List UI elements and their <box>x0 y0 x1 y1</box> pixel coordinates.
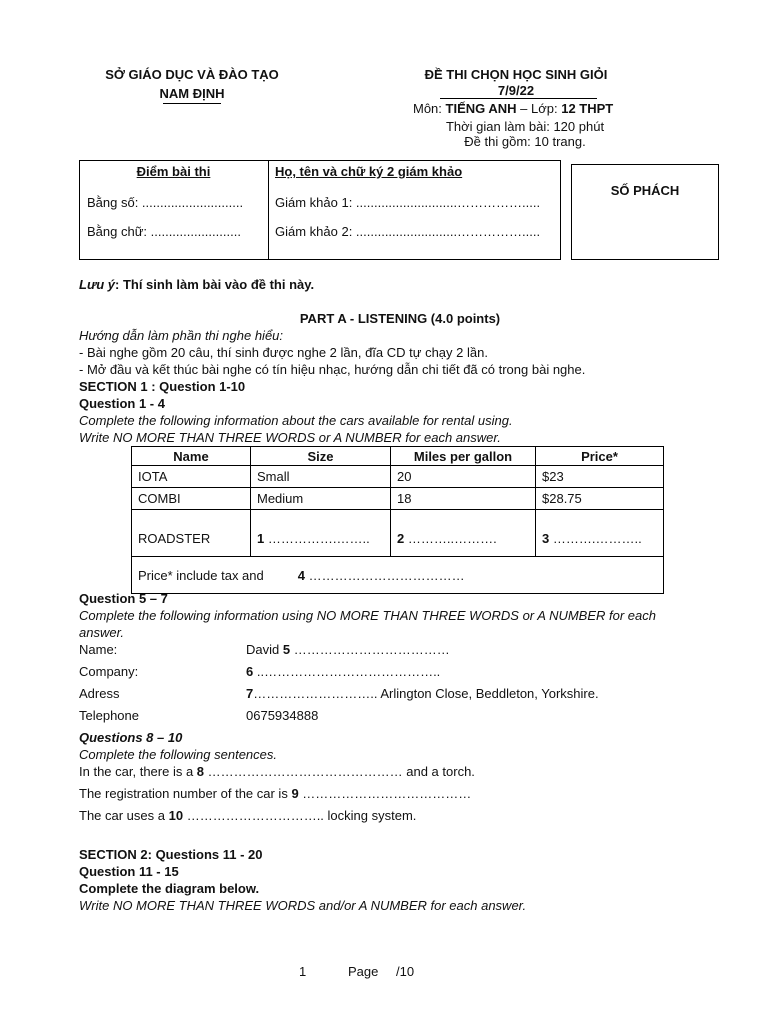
table-cell: Small <box>251 466 391 488</box>
exam-title: ĐỀ THI CHỌN HỌC SINH GIỎI <box>424 67 608 82</box>
table-row <box>132 466 664 488</box>
question-number: 5 <box>282 642 291 657</box>
column-header: Size <box>251 447 391 466</box>
answer-blank-9[interactable] <box>79 786 471 801</box>
question-5-7-instruction-2: answer. <box>79 625 125 640</box>
blank: ………..………. <box>404 530 497 546</box>
question-1-4-instruction-2: Write NO MORE THAN THREE WORDS or A NUMBER for each answer. <box>79 430 501 445</box>
answer-blank-3[interactable] <box>536 510 664 557</box>
answer-blank-6[interactable] <box>246 664 440 679</box>
blank: …………….…….. <box>264 530 370 546</box>
blank: ……………………………… <box>304 567 465 583</box>
question-number: 10 <box>168 808 184 823</box>
prefix: David <box>246 642 283 657</box>
subject: TIẾNG ANH <box>445 101 517 116</box>
score-title: Điểm bài thi <box>136 164 211 179</box>
sentence-text: The registration number of the car is <box>79 786 292 801</box>
section-2-title: SECTION 2: Questions 11 - 20 <box>79 847 263 862</box>
province-name: NAM ĐỊNH <box>159 86 225 101</box>
answer-blank-7[interactable] <box>246 686 599 701</box>
table-cell: $28.75 <box>536 488 664 510</box>
subject-line <box>413 101 613 116</box>
score-by-words: Bằng chữ: ......................... <box>87 224 241 239</box>
subject-prefix: Môn: <box>413 101 446 116</box>
telephone-value: 0675934888 <box>246 708 319 723</box>
question-1-4-title: Question 1 - 4 <box>79 396 165 411</box>
field-label-telephone: Telephone <box>79 708 139 723</box>
instructions-line-2: - Mở đầu và kết thúc bài nghe có tín hiệu nhạc, hướng dẫn chi tiết đã có trong bài nghe. <box>79 362 586 377</box>
sentence-text: The car uses a <box>79 808 169 823</box>
answer-blank-4[interactable] <box>132 557 664 594</box>
table-cell: IOTA <box>132 466 251 488</box>
field-label-company: Company: <box>79 664 139 679</box>
table-cell: ROADSTER <box>132 510 251 557</box>
table-header-row <box>132 447 664 466</box>
question-5-7-title: Question 5 – 7 <box>79 591 168 606</box>
instructions-title: Hướng dẫn làm phần thi nghe hiểu: <box>79 328 284 343</box>
table-cell: COMBI <box>132 488 251 510</box>
column-header: Price* <box>536 447 664 466</box>
title-rule <box>440 98 597 99</box>
blank: ……….……….. <box>549 530 642 546</box>
page-number: 1 <box>299 964 307 979</box>
blank: ..………………………………….. <box>253 664 441 679</box>
sentence-text: ………………………………… <box>298 786 472 801</box>
section-1-title: SECTION 1 : Question 1-10 <box>79 379 246 394</box>
question-number: 6 <box>246 664 254 679</box>
column-header: Name <box>132 447 251 466</box>
cars-table <box>131 446 664 594</box>
sentence-text: In the car, there is a <box>79 764 197 779</box>
sentence-text: ……………………………………… and a torch. <box>204 764 475 779</box>
field-label-address: Adress <box>79 686 120 701</box>
page-label: Page <box>348 964 379 979</box>
field-label-name: Name: <box>79 642 118 657</box>
column-header: Miles per gallon <box>391 447 536 466</box>
question-number: 3 <box>542 530 550 546</box>
footer-text: Price* include tax and <box>138 567 264 583</box>
blank: ……………………….. Arlington Close, Beddleton, Yorkshire. <box>253 686 599 701</box>
answer-blank-10[interactable] <box>79 808 416 823</box>
department-name: SỞ GIÁO DỤC VÀ ĐÀO TẠO <box>105 67 279 82</box>
note-text: : Thí sinh làm bài vào đề thi này. <box>115 277 315 292</box>
question-number: 1 <box>257 530 265 546</box>
table-cell: 18 <box>391 488 536 510</box>
grade: 12 THPT <box>561 101 614 116</box>
question-5-7-instruction-1: Complete the following information using NO MORE THAN THREE WORDS or A NUMBER for each <box>79 608 656 623</box>
question-8-10-instruction: Complete the following sentences. <box>79 747 278 762</box>
instructions-line-1: - Bài nghe gồm 20 câu, thí sinh được nghe 2 lần, đĩa CD tự chạy 2 lần. <box>79 345 488 360</box>
examiners-title: Họ, tên và chữ ký 2 giám khảo <box>275 164 463 179</box>
question-number: 8 <box>196 764 205 779</box>
exam-page-count: Đề thi gồm: 10 trang. <box>464 134 586 149</box>
examiner-1: Giám khảo 1: ............................……………..... <box>275 195 541 210</box>
table-cell: 20 <box>391 466 536 488</box>
table-footer-row <box>132 557 664 594</box>
exam-date: 7/9/22 <box>497 83 535 98</box>
question-11-15-title: Question 11 - 15 <box>79 864 179 879</box>
question-number: 9 <box>291 786 299 801</box>
question-11-15-instruction-2: Write NO MORE THAN THREE WORDS and/or A NUMBER for each answer. <box>79 898 527 913</box>
note-label: Lưu ý <box>79 277 116 292</box>
table-cell: $23 <box>536 466 664 488</box>
score-by-number: Bằng số: ............................ <box>87 195 244 210</box>
question-number: 2 <box>397 530 405 546</box>
examiner-2: Giám khảo 2: ............................……………..... <box>275 224 541 239</box>
page-total: /10 <box>396 964 415 979</box>
question-number: 4 <box>297 567 305 583</box>
blank: ……………………………… <box>290 642 450 657</box>
sentence-text: ………………………….. locking system. <box>183 808 417 823</box>
header-rule <box>163 103 221 104</box>
answer-blank-8[interactable] <box>79 764 475 779</box>
question-number: 7 <box>246 686 254 701</box>
table-row <box>132 488 664 510</box>
so-phach-box <box>571 164 719 260</box>
grade-prefix: – Lớp: <box>516 101 562 116</box>
note <box>79 277 314 292</box>
part-a-title: PART A - LISTENING (4.0 points) <box>299 311 501 326</box>
table-cell: Medium <box>251 488 391 510</box>
answer-blank-5[interactable] <box>246 642 450 657</box>
question-11-15-instruction-1: Complete the diagram below. <box>79 881 260 896</box>
answer-blank-1[interactable] <box>251 510 391 557</box>
question-1-4-instruction-1: Complete the following information about the cars available for rental using. <box>79 413 513 428</box>
score-box-divider <box>268 160 269 260</box>
so-phach-label: SỐ PHÁCH <box>610 183 680 198</box>
table-row-roadster <box>132 510 664 557</box>
answer-blank-2[interactable] <box>391 510 536 557</box>
question-8-10-title: Questions 8 – 10 <box>79 730 183 745</box>
exam-duration: Thời gian làm bài: 120 phút <box>445 119 605 134</box>
